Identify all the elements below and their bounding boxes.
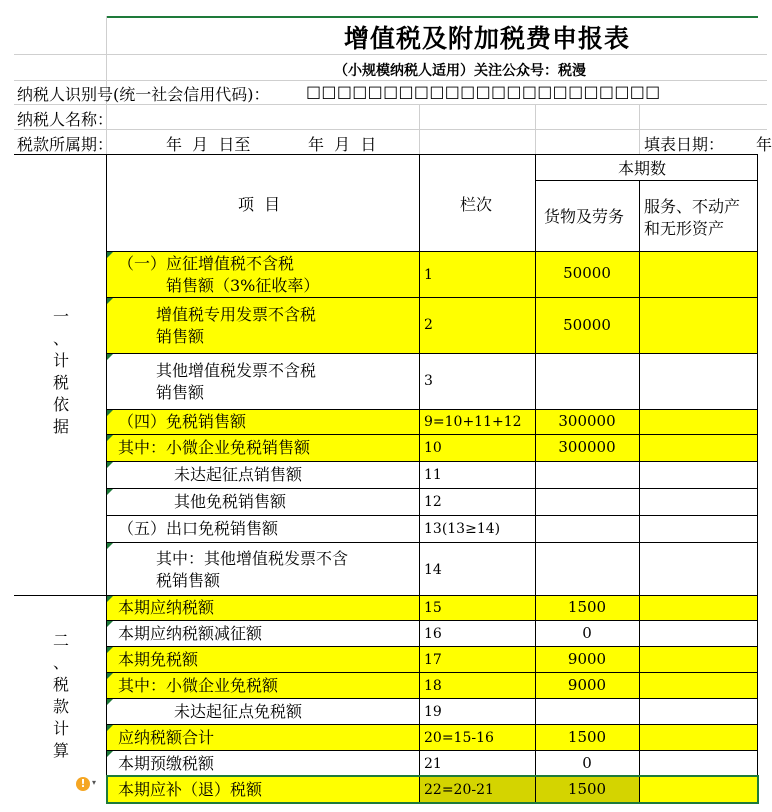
taxpayer-id-label: 纳税人识别号(统一社会信用代码)： xyxy=(17,85,270,104)
table-border xyxy=(419,154,420,802)
header-current-period: 本期数 xyxy=(618,159,667,178)
row-item-label: 本期免税额 xyxy=(118,650,199,669)
cell-comment-indicator xyxy=(107,621,113,627)
table-border xyxy=(535,180,758,181)
table-border xyxy=(106,297,758,298)
row-item-label: 销售额（3%征收率） xyxy=(166,276,320,295)
row-item-label: 销售额 xyxy=(156,327,205,346)
header-item: 项 目 xyxy=(238,195,281,214)
grid-line xyxy=(419,104,420,154)
period-to[interactable]: 年 月 日 xyxy=(308,135,377,154)
row-goods-value[interactable]: 1500 xyxy=(567,780,607,798)
table-border xyxy=(535,154,536,802)
table-border xyxy=(106,488,758,489)
cell-comment-indicator xyxy=(107,354,113,360)
row-goods-value[interactable]: 0 xyxy=(582,624,592,642)
row-item-label: 本期应纳税额减征额 xyxy=(118,624,263,643)
table-border xyxy=(106,409,758,410)
table-border xyxy=(106,750,758,751)
row-goods-value[interactable]: 1500 xyxy=(567,728,607,746)
row-goods-value[interactable]: 300000 xyxy=(558,412,616,430)
cell-comment-indicator xyxy=(107,410,113,416)
grid-line xyxy=(535,104,536,154)
row-item-label: （四）免税销售额 xyxy=(118,412,247,431)
error-warning-icon[interactable]: ! xyxy=(76,777,90,791)
cell-comment-indicator xyxy=(107,699,113,705)
subtitle: （小规模纳税人适用）关注公众号：税漫 xyxy=(334,63,586,79)
row-item-label: 其中：其他增值税发票不含 xyxy=(156,549,349,568)
row-column-no: 1 xyxy=(424,267,433,283)
table-border xyxy=(106,672,758,673)
fill-date-clipped[interactable]: 年 xyxy=(756,135,772,154)
row-item-label: 本期应纳税额 xyxy=(118,598,215,617)
table-border xyxy=(757,154,758,802)
row-goods-value[interactable]: 9000 xyxy=(567,676,607,694)
row-column-no: 12 xyxy=(424,494,442,510)
row-column-no: 3 xyxy=(424,373,433,389)
grid-line xyxy=(14,80,767,81)
row-item-label: 本期应补（退）税额 xyxy=(118,780,263,799)
cell-comment-indicator xyxy=(107,543,113,549)
row-goods-value[interactable]: 300000 xyxy=(558,438,616,456)
cell-comment-indicator xyxy=(107,462,113,468)
row-item-label: 本期预缴税额 xyxy=(118,754,215,773)
row-column-no: 13(13≥14) xyxy=(424,521,501,537)
header-goods: 货物及劳务 xyxy=(544,207,625,226)
cell-comment-indicator xyxy=(107,252,113,258)
cell-comment-indicator xyxy=(107,298,113,304)
table-border xyxy=(106,724,758,725)
table-border xyxy=(106,353,758,354)
row-column-no: 17 xyxy=(424,652,442,668)
selection-top-border xyxy=(106,16,758,18)
header-column-no: 栏次 xyxy=(460,195,493,214)
cell-comment-indicator xyxy=(107,596,113,602)
table-border xyxy=(106,620,758,621)
row-item-label: 未达起征点免税额 xyxy=(174,702,303,721)
row-item-label: 销售额 xyxy=(156,383,205,402)
row-goods-value[interactable]: 50000 xyxy=(563,264,611,282)
cell-comment-indicator xyxy=(107,725,113,731)
row-item-label: 其他增值税发票不含税 xyxy=(156,361,317,380)
table-border xyxy=(106,646,758,647)
row-column-no: 9=10+11+12 xyxy=(424,414,522,430)
table-border xyxy=(106,434,758,435)
grid-line xyxy=(639,104,640,154)
row-column-no: 19 xyxy=(424,704,442,720)
row-goods-value[interactable]: 1500 xyxy=(567,598,607,616)
row-column-no: 10 xyxy=(424,440,442,456)
row-item-label: 应纳税额合计 xyxy=(118,728,215,747)
row-item-label: 增值税专用发票不含税 xyxy=(156,305,317,324)
row-column-no: 18 xyxy=(424,678,442,694)
page-title: 增值税及附加税费申报表 xyxy=(344,24,631,53)
table-border xyxy=(639,180,640,802)
chevron-down-icon[interactable]: ▾ xyxy=(92,778,97,787)
cell-comment-indicator xyxy=(107,647,113,653)
cell-comment-indicator xyxy=(107,751,113,757)
fill-date-label: 填表日期： xyxy=(644,135,725,154)
grid-line xyxy=(14,129,767,130)
row-column-no: 2 xyxy=(424,317,433,333)
row-goods-value[interactable]: 0 xyxy=(582,754,592,772)
row-item-label: 其他免税销售额 xyxy=(174,492,287,511)
row-item-label: 未达起征点销售额 xyxy=(174,465,303,484)
row-goods-value[interactable]: 9000 xyxy=(567,650,607,668)
row-column-no: 20=15-16 xyxy=(424,730,494,746)
cell-comment-indicator xyxy=(107,435,113,441)
row-item-label: 税销售额 xyxy=(156,571,221,590)
section-label-tax-calc: 二 、 税 款 计 算 xyxy=(52,631,69,760)
table-border xyxy=(106,542,758,543)
row-item-label: 其中：小微企业免税额 xyxy=(118,676,279,695)
row-goods-value[interactable]: 50000 xyxy=(563,316,611,334)
header-services-line2: 和无形资产 xyxy=(644,219,725,238)
cell-comment-indicator xyxy=(107,673,113,679)
taxpayer-id-boxes[interactable]: □□□□□□□□□□□□□□□□□□□□□□□ xyxy=(306,82,661,101)
row-column-no: 16 xyxy=(424,626,442,642)
row-column-no: 11 xyxy=(424,467,442,483)
table-border xyxy=(14,595,758,596)
period-label: 税款所属期： xyxy=(17,135,114,154)
header-services-line1: 服务、不动产 xyxy=(644,197,741,216)
row-column-no: 14 xyxy=(424,562,442,578)
table-border xyxy=(106,251,758,252)
period-from[interactable]: 年 月 日至 xyxy=(166,135,251,154)
section-label-tax-basis: 一 、 计 税 依 据 xyxy=(52,307,69,436)
table-border xyxy=(106,461,758,462)
row-column-no: 21 xyxy=(424,756,442,772)
table-border xyxy=(14,154,758,155)
row-column-no: 22=20-21 xyxy=(424,782,494,798)
row-item-label: （五）出口免税销售额 xyxy=(118,519,279,538)
taxpayer-name-label: 纳税人名称： xyxy=(17,110,114,129)
row-item-label: 其中：小微企业免税销售额 xyxy=(118,438,311,457)
cell-comment-indicator xyxy=(107,489,113,495)
row-column-no: 15 xyxy=(424,600,442,616)
table-border xyxy=(106,698,758,699)
row-item-label: （一）应征增值税不含税 xyxy=(118,254,295,273)
table-border xyxy=(106,515,758,516)
